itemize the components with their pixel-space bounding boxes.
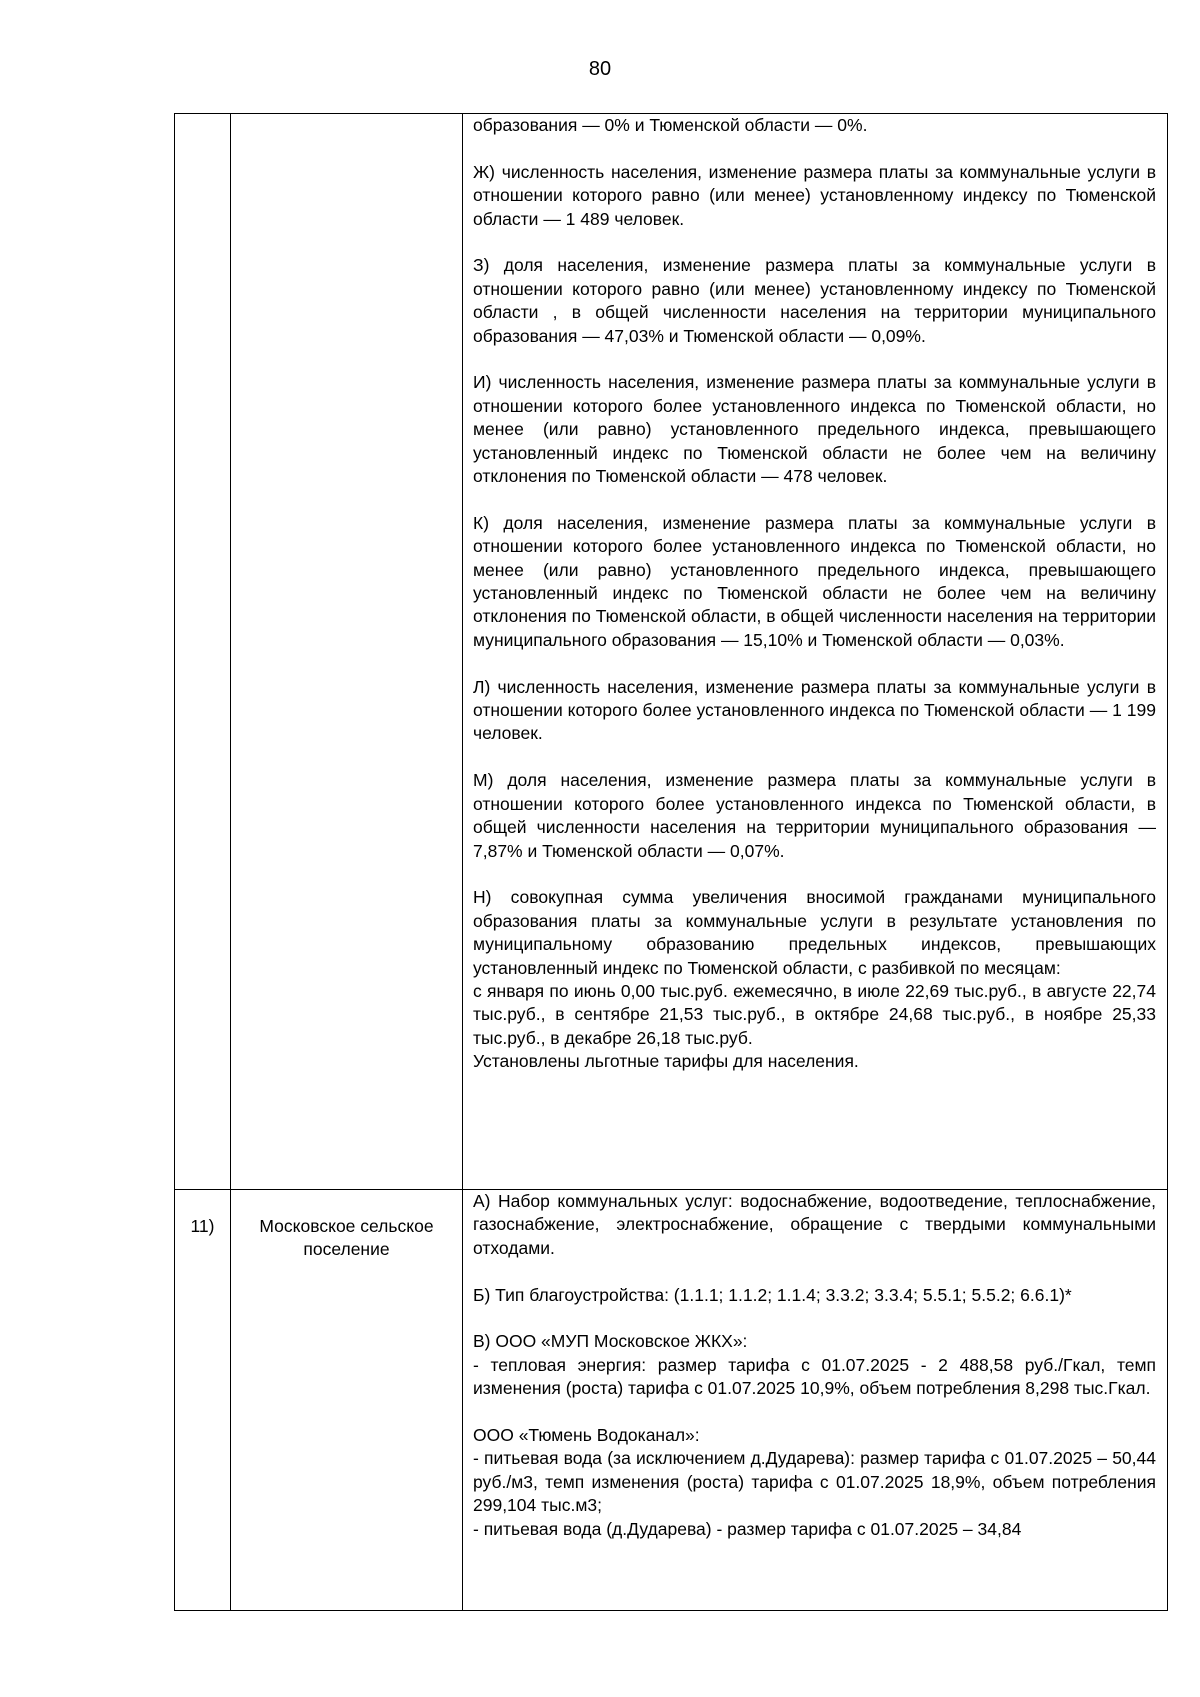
row-number-cell bbox=[175, 114, 231, 1190]
paragraph: Л) численность населения, изменение размера платы за коммунальные услуги в отношении которого более установленного индекса по Тюменской области — 1 199 человек. bbox=[473, 676, 1156, 744]
paragraph: А) Набор коммунальных услуг: водоснабжение, водоотведение, теплоснабжение, газоснабжение, электроснабжение, обращение с твердыми коммунальными отходами. bbox=[473, 1191, 1156, 1258]
paragraph: Н) совокупная сумма увеличения вносимой гражданами муниципального образования платы за коммунальные услуги в результате установления по муниципальному образованию предельных индексов, превышающих установленный индекс по Тюменской области, с разбивкой по месяцам: bbox=[473, 887, 1156, 978]
table-row bbox=[175, 114, 1168, 1190]
tariff-table bbox=[174, 113, 1168, 1611]
description-cell bbox=[463, 114, 1168, 1190]
paragraph: И) численность населения, изменение размера платы за коммунальные услуги в отношении которого более установленного индекса по Тюменской области, но менее (или равно) установленного предельного индекса, превышающего установленный индекс по Тюменской области не более чем на величину отклонения по Тюменской области — 478 человек. bbox=[473, 372, 1156, 487]
row-number-cell: 11) bbox=[175, 1190, 231, 1611]
table-row bbox=[175, 1190, 1168, 1611]
municipality-name-cell bbox=[231, 114, 463, 1190]
paragraph: - тепловая энергия: размер тарифа с 01.07.2025 - 2 488,58 руб./Гкал, темп изменения (роста) тарифа с 01.07.2025 10,9%, объем потребления 8,298 тыс.Гкал. bbox=[473, 1354, 1156, 1399]
paragraph: ООО «Тюмень Водоканал»: bbox=[473, 1425, 700, 1446]
paragraph: - питьевая вода (за исключением д.Дударева): размер тарифа с 01.07.2025 – 50,44 руб./м3, темп изменения (роста) тарифа с 01.07.2025 18,9%, объем потребления 299,104 тыс.м3; bbox=[473, 1448, 1156, 1516]
page-number: 80 bbox=[588, 58, 612, 80]
paragraph: М) доля населения, изменение размера платы за коммунальные услуги в отношении которого более установленного индекса по Тюменской области, в общей численности населения на территории муниципального образования — 7,87% и Тюменской области — 0,07%. bbox=[473, 770, 1156, 861]
paragraph: с января по июнь 0,00 тыс.руб. ежемесячно, в июле 22,69 тыс.руб., в августе 22,74 тыс.руб., в сентябре 21,53 тыс.руб., в октябре 24,68 тыс.руб., в ноябре 25,33 тыс.руб., в декабре 26,18 тыс.руб. bbox=[473, 980, 1156, 1048]
paragraph: - питьевая вода (д.Дударева) - размер тарифа с 01.07.2025 – 34,84 bbox=[473, 1518, 1022, 1539]
paragraph: В) ООО «МУП Московское ЖКХ»: bbox=[473, 1331, 748, 1352]
paragraph: Ж) численность населения, изменение размера платы за коммунальные услуги в отношении которого равно (или менее) установленному индексу по Тюменской области — 1 489 человек. bbox=[473, 161, 1156, 229]
municipality-name-cell: Московское сельское поселение bbox=[231, 1190, 463, 1611]
paragraph: З) доля населения, изменение размера платы за коммунальные услуги в отношении которого равно (или менее) установленному индексу по Тюменской области , в общей численности населения на территории муниципального образования — 47,03% и Тюменской области — 0,09%. bbox=[473, 255, 1156, 346]
paragraph: Б) Тип благоустройства: (1.1.1; 1.1.2; 1.1.4; 3.3.2; 3.3.4; 5.5.1; 5.5.2; 6.6.1)* bbox=[473, 1284, 1072, 1305]
paragraph: образования — 0% и Тюменской области — 0%. bbox=[473, 115, 868, 135]
description-cell bbox=[463, 1190, 1168, 1611]
paragraph: Установлены льготные тарифы для населения. bbox=[473, 1051, 859, 1072]
paragraph: К) доля населения, изменение размера платы за коммунальные услуги в отношении которого более установленного индекса по Тюменской области, но менее (или равно) установленного предельного индекса, превышающего установленный индекс по Тюменской области не более чем на величину отклонения по Тюменской области, в общей численности населения на территории муниципального образования — 15,10% и Тюменской области — 0,03%. bbox=[473, 512, 1156, 650]
